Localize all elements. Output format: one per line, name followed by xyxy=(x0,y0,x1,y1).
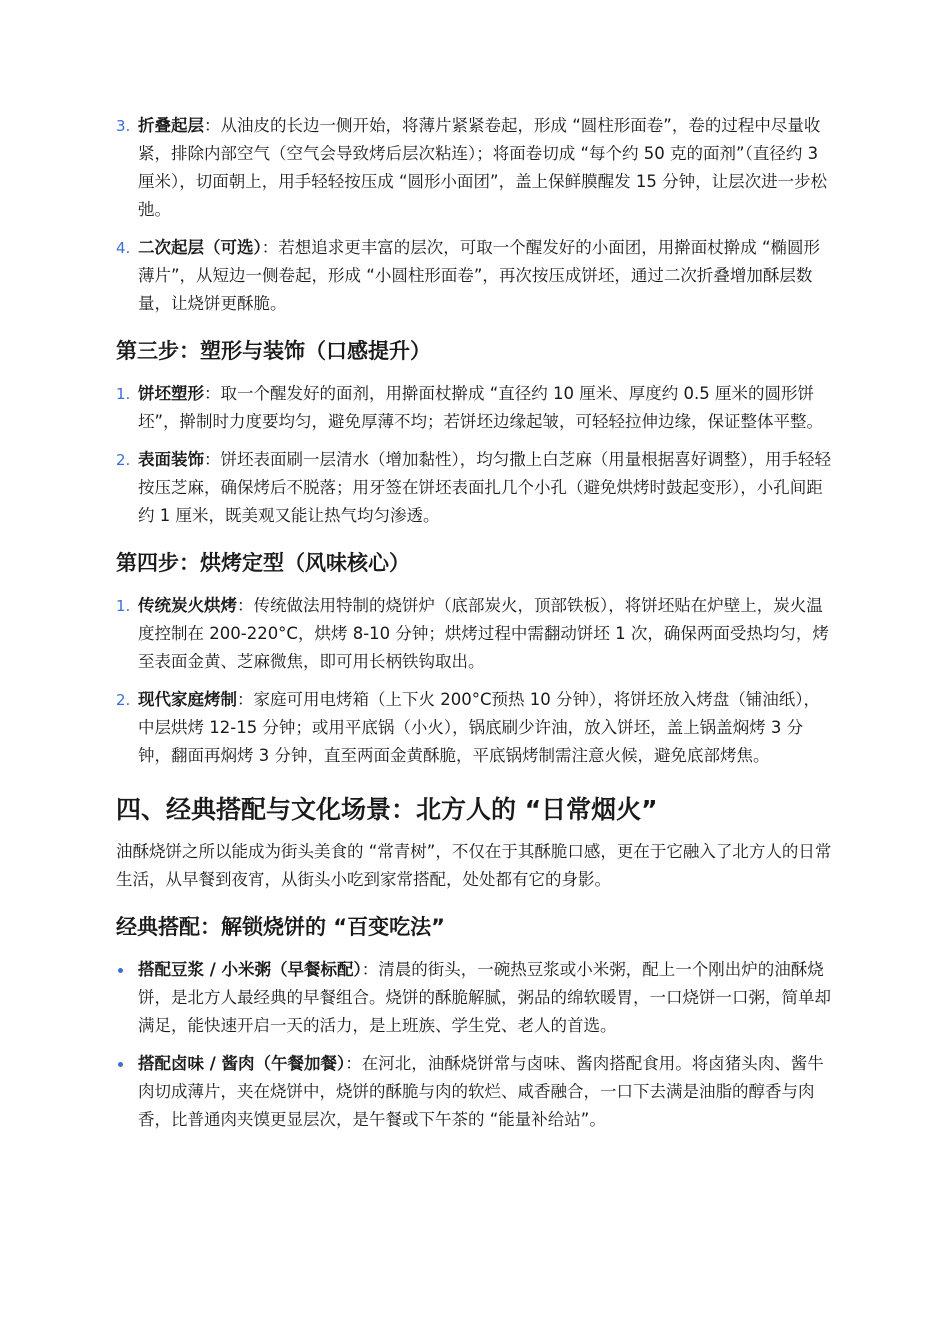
step4-list xyxy=(116,592,832,770)
step3-heading: 第三步：塑形与装饰（口感提升） xyxy=(116,339,431,363)
item-term: 搭配卤味 / 酱肉（午餐加餐） xyxy=(138,1054,346,1073)
list-item xyxy=(116,446,832,530)
chapter4-heading: 四、经典搭配与文化场景：北方人的 “日常烟火” xyxy=(116,795,658,824)
list-number: 2. xyxy=(116,451,131,469)
step3-list xyxy=(116,380,832,530)
chapter4-intro: 油酥烧饼之所以能成为街头美食的 “常青树”，不仅在于其酥脆口感，更在于它融入了北方人的日常生活，从早餐到夜宵，从街头小吃到家常搭配，处处都有它的身影。 xyxy=(116,842,832,889)
list-item xyxy=(116,956,832,1040)
list-item xyxy=(116,686,832,770)
item-text: ：传统做法用特制的烧饼炉（底部炭火，顶部铁板），将饼坯贴在炉壁上，炭火温度控制在 200-220°C，烘烤 8-10 分钟；烘烤过程中需翻动饼坯 1 次，确保两面受热均匀，烤至表面金黄、芝麻微焦，即可用长柄铁钩取出。 xyxy=(138,596,829,671)
item-text: ：家庭可用电烤箱（上下火 200°C预热 10 分钟），将饼坯放入烤盘（铺油纸），中层烘烤 12-15 分钟；或用平底锅（小火），锅底刷少许油，放入饼坯，盖上锅盖焖烤 3 分钟，翻面再焖烤 3 分钟，直至两面金黄酥脆，平底锅烤制需注意火候，避免底部烤焦。 xyxy=(138,690,820,765)
list-item xyxy=(116,592,832,676)
item-term: 饼坯塑形 xyxy=(138,384,204,403)
item-term: 二次起层（可选） xyxy=(138,238,262,257)
list-number: 1. xyxy=(116,597,131,615)
list-item xyxy=(116,112,832,224)
item-term: 折叠起层 xyxy=(138,116,204,135)
item-term: 传统炭火烘烤 xyxy=(138,596,237,615)
item-text: ：饼坯表面刷一层清水（增加黏性），均匀撒上白芝麻（用量根据喜好调整），用手轻轻按压芝麻，确保烤后不脱落；用牙签在饼坯表面扎几个小孔（避免烘烤时鼓起变形），小孔间距约 1 厘米，既美观又能让热气均匀渗透。 xyxy=(138,450,831,525)
step4-heading: 第四步：烘烤定型（风味核心） xyxy=(116,551,410,575)
list-number: 2. xyxy=(116,691,131,709)
list-item xyxy=(116,380,832,436)
step2-continued-list xyxy=(116,112,832,318)
list-item xyxy=(116,1050,832,1134)
list-item xyxy=(116,234,832,318)
list-number: 3. xyxy=(116,117,131,135)
pairings-heading: 经典搭配：解锁烧饼的 “百变吃法” xyxy=(116,915,445,939)
item-term: 搭配豆浆 / 小米粥（早餐标配） xyxy=(138,960,362,979)
item-term: 现代家庭烤制 xyxy=(138,690,237,709)
document-page xyxy=(116,112,832,1144)
item-text: ：取一个醒发好的面剂，用擀面杖擀成 “直径约 10 厘米、厚度约 0.5 厘米的圆形饼坯”，擀制时力度要均匀，避免厚薄不均；若饼坯边缘起皱，可轻轻拉伸边缘，保证整体平整。 xyxy=(138,384,824,431)
item-text: ：清晨的街头，一碗热豆浆或小米粥，配上一个刚出炉的油酥烧饼，是北方人最经典的早餐组合。烧饼的酥脆解腻，粥品的绵软暖胃，一口烧饼一口粥，简单却满足，能快速开启一天的活力，是上班族、学生党、老人的首选。 xyxy=(138,960,831,1035)
pairings-list xyxy=(116,956,832,1134)
bullet-icon xyxy=(118,968,123,973)
item-text: ：在河北，油酥烧饼常与卤味、酱肉搭配食用。将卤猪头肉、酱牛肉切成薄片，夹在烧饼中，烧饼的酥脆与肉的软烂、咸香融合，一口下去满是油脂的醇香与肉香，比普通肉夹馍更显层次，是午餐或下午茶的 “能量补给站”。 xyxy=(138,1054,824,1129)
item-text: ：从油皮的长边一侧开始，将薄片紧紧卷起，形成 “圆柱形面卷”，卷的过程中尽量收紧，排除内部空气（空气会导致烤后层次粘连）；将面卷切成 “每个约 50 克的面剂”（直径约 3 厘米），切面朝上，用手轻轻按压成 “圆形小面团”，盖上保鲜膜醒发 15 分钟，让层次进一步松弛。 xyxy=(138,116,828,219)
bullet-icon xyxy=(118,1062,123,1067)
item-text: ：若想追求更丰富的层次，可取一个醒发好的小面团，用擀面杖擀成 “椭圆形薄片”，从短边一侧卷起，形成 “小圆柱形面卷”，再次按压成饼坯，通过二次折叠增加酥层数量，让烧饼更酥脆。 xyxy=(138,238,821,313)
list-number: 4. xyxy=(116,239,131,257)
list-number: 1. xyxy=(116,385,131,403)
item-term: 表面装饰 xyxy=(138,450,204,469)
